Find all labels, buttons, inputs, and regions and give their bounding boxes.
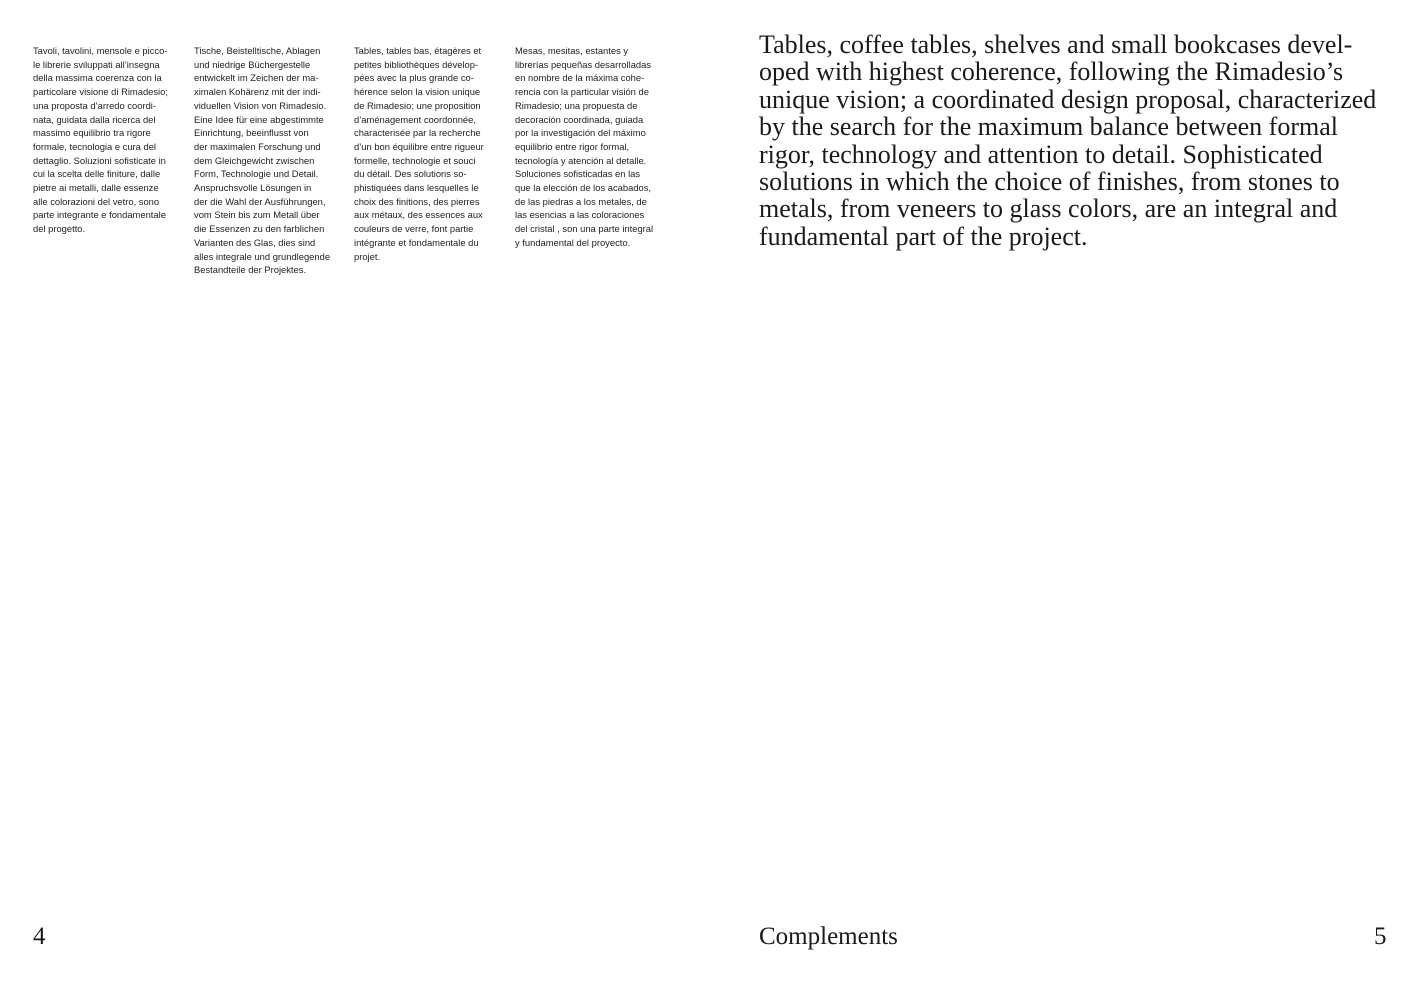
english-intro-paragraph: Tables, coffee tables, shelves and small bookcases devel- oped with highest coherence, following the Rimadesio’s unique vision; a coordinated design proposal, characterized by the search for the maximum balance between formal rigor, technology and attention to detail. Sophisticated solutions in which the choice of finishes, from stones to metals, from veneers to glass colors, are an integral and fundamental part of the project. [759,30,1377,251]
french-text-column: Tables, tables bas, étagères et petites bibliothèques dévelop- pées avec la plus grande co- hérence selon la vision unique de Rimadesio; une proposition d’aménagement coordonnée, characterisée par la recherche d’un bon équilibre entre rigueur formelle, technologie et souci du détail. Des solutions so- phistiquées dans lesquelles le choix des finitions, des pierres aux métaux, des essences aux couleurs de verre, font partie intégrante et fondamentale du projet. [354,45,484,262]
page-number-right: 5 [1374,923,1387,950]
section-title: Complements [759,923,898,950]
page-number-left: 4 [33,923,46,950]
spanish-text-column: Mesas, mesitas, estantes y librerías pequeñas desarrolladas en nombre de la máxima cohe- rencia con la particular visión de Rimadesio; una propuesta de decoración coordinada, guiada por la investigación del máximo equilibrio entre rigor formal, tecnología y atención al detalle. Soluciones sofisticadas en las que la elección de los acabados, de las piedras a los metales, de las esencias a las coloraciones del cristal , son una parte integral y fundamental del proyecto. [515,45,654,248]
german-text-column: Tische, Beistelltische, Ablagen und niedrige Büchergestelle entwickelt im Zeichen der ma- ximalen Kohärenz mit der indi- viduellen Vision von Rimadesio. Eine Idee für eine abgestimmte Einrichtung, beeinflusst von der maximalen Forschung und dem Gleichgewicht zwischen Form, Technologie und Detail. Anspruchsvolle Lösungen in der die Wahl der Ausführungen, vom Stein bis zum Metall über die Essenzen zu den farblichen Varianten des Glas, dies sind alles integrale und grundlegende Bestandteile der Projektes. [194,45,331,276]
italian-text-column: Tavoli, tavolini, mensole e picco- le librerie sviluppati all’insegna della massima coerenza con la particolare visione di Rimadesio; una proposta d’arredo coordi- nata, guidata dalla ricerca del massimo equilibrio tra rigore formale, tecnologia e cura del dettaglio. Soluzioni sofisticate in cui la scelta delle finiture, dalle pietre ai metalli, dalle essenze alle colorazioni del vetro, sono parte integrante e fondamentale del progetto. [33,45,168,235]
